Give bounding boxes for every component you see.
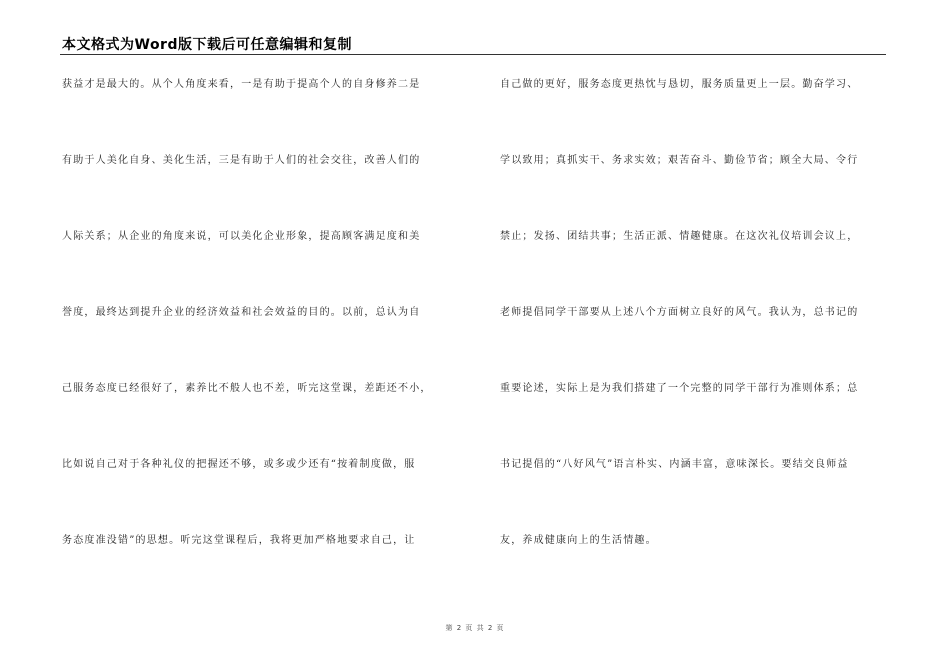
text-line: 书记提倡的“八好风气”语言朴实、内涵丰富，意味深长。要结交良师益 (500, 459, 849, 470)
text-line: 有助于人美化自身、美化生活，三是有助于人们的社会交往，改善人们的 (62, 155, 421, 166)
text-line: 人际关系；从企业的角度来说，可以美化企业形象，提高顾客满足度和美 (62, 231, 421, 242)
text-line: 获益才是最大的。从个人角度来看，一是有助于提高个人的自身修养二是 (62, 79, 421, 90)
document-header-title: 本文格式为Word版下载后可任意编辑和复制 (62, 37, 352, 53)
text-line: 重要论述，实际上是为我们搭建了一个完整的同学干部行为准则体系；总 (500, 383, 859, 394)
text-line: 禁止；发扬、团结共事；生活正派、情趣健康。在这次礼仪培训会议上， (500, 231, 859, 242)
text-line: 老师提倡同学干部要从上述八个方面树立良好的风气。我认为，总书记的 (500, 307, 859, 318)
text-line: 务态度准没错”的思想。听完这堂课程后，我将更加严格地要求自己，让 (62, 535, 416, 546)
text-line: 比如说自己对于各种礼仪的把握还不够，或多或少还有“按着制度做，服 (62, 459, 416, 470)
text-line: 友，养成健康向上的生活情趣。 (500, 535, 657, 546)
page-number-footer: 第 2 页 共 2 页 (445, 624, 505, 632)
right-text-column (500, 72, 890, 604)
text-line: 己服务态度已经很好了，素养比不般人也不差，听完这堂课，差距还不小， (62, 383, 432, 394)
left-text-column (62, 72, 472, 604)
header-divider (60, 54, 886, 55)
text-line: 誉度，最终达到提升企业的经济效益和社会效益的目的。以前，总认为自 (62, 307, 421, 318)
text-line: 自己做的更好，服务态度更热忱与恳切，服务质量更上一层。勤奋学习、 (500, 79, 859, 90)
text-line: 学以致用；真抓实干、务求实效；艰苦奋斗、勤俭节省；顾全大局、令行 (500, 155, 859, 166)
